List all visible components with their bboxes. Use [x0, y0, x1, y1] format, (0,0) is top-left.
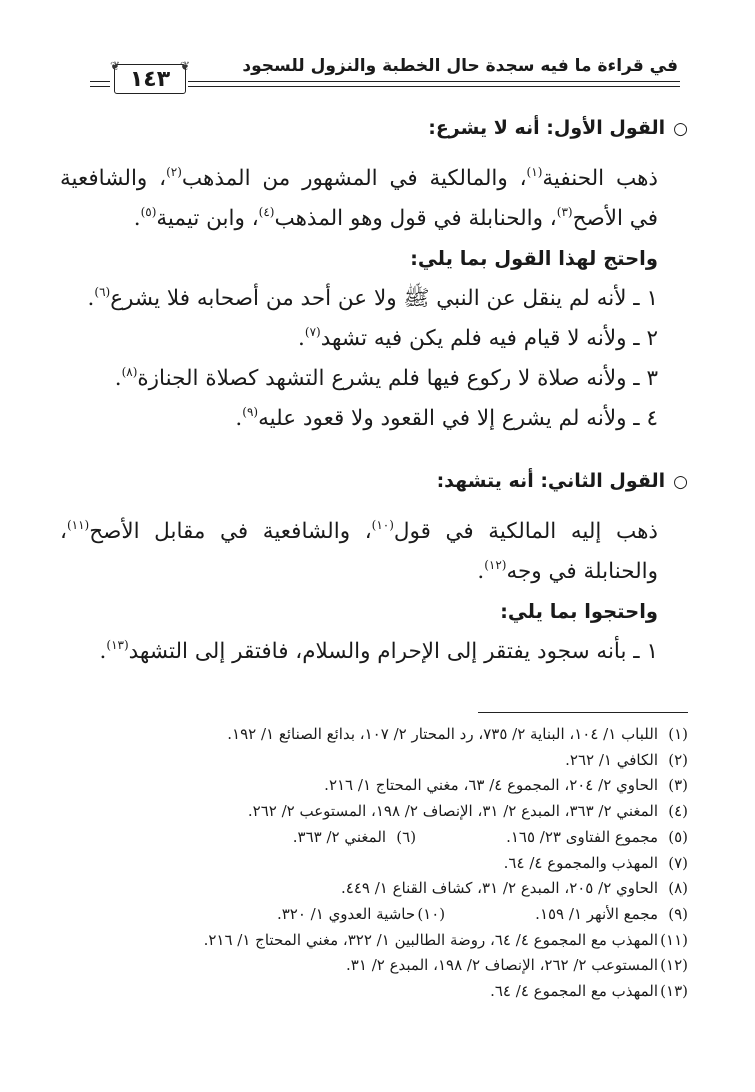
footnote-ref: (٢) — [166, 165, 182, 179]
circle-bullet-icon: ○ — [673, 472, 688, 492]
footnote-text: اللباب ١/ ١٠٤، البناية ٢/ ٧٣٥، رد المحتار ٢/ ١٠٧، بدائع الصنائع ١/ ١٩٢. — [227, 725, 658, 743]
text-run: ١ ـ لأنه لم ينقل عن النبي ﷺ ولا عن أحد من أصحابه فلا يشرع — [110, 286, 658, 311]
footnote-number: (٨) — [668, 879, 688, 898]
list-item — [60, 632, 688, 672]
footnote — [60, 722, 688, 748]
ornament-icon: ❦ — [109, 59, 121, 73]
footnote-text: الحاوي ٢/ ٢٠٤، المجموع ٤/ ٦٣، مغني المحتاج ١/ ٢١٦. — [324, 776, 658, 795]
header-rule — [90, 86, 110, 87]
footnote — [60, 851, 688, 877]
text-run: . — [99, 639, 107, 664]
footnote-number: (٢) — [668, 750, 688, 769]
footnote-ref: (١٣) — [106, 638, 129, 652]
text-run: . — [114, 366, 122, 391]
footnote-number: (٩) — [668, 904, 688, 923]
footnote — [60, 773, 688, 799]
text-run: ، والحنابلة في قول وهو المذهب — [274, 206, 557, 231]
paragraph — [60, 512, 688, 592]
text-run: ٣ ـ ولأنه صلاة لا ركوع فيها فلم يشرع التشهد كصلاة الجنازة — [137, 366, 658, 391]
footnote-ref: (٤) — [258, 205, 275, 219]
text-run: ، والشافعية في الأصح — [60, 166, 658, 231]
footnote — [60, 928, 688, 954]
header-rule — [188, 86, 680, 87]
footnote-number: (٧) — [668, 853, 688, 872]
footnote-text: المهذب مع المجموع ٤/ ٦٤. — [490, 982, 658, 1001]
footnote-text: مجمع الأنهر ١/ ١٥٩. — [535, 904, 658, 923]
running-title: في قراءة ما فيه سجدة حال الخطبة والنزول للسجود — [242, 56, 678, 76]
list-item — [60, 319, 688, 359]
text-run: . — [235, 406, 243, 431]
list-item — [60, 279, 688, 319]
footnote — [60, 825, 688, 851]
footnote — [60, 876, 688, 902]
footnote-text: مجموع الفتاوى ٢٣/ ١٦٥. — [506, 827, 658, 846]
paragraph — [60, 159, 688, 239]
footnote-ref: (٥) — [140, 205, 157, 219]
main-text — [60, 112, 688, 672]
footnote — [60, 979, 688, 1005]
page-number-frame — [109, 59, 191, 94]
footnote — [60, 748, 688, 774]
text-run: ذهب الحنفية — [542, 166, 658, 191]
footnote-text: المستوعب ٢/ ٢٦٢، الإنصاف ٢/ ١٩٨، المبدع ٢/ ٣١. — [346, 956, 658, 975]
evidence-heading: واحتج لهذا القول بما يلي: — [410, 247, 658, 270]
circle-bullet-icon: ○ — [673, 119, 688, 139]
header-rule — [188, 81, 680, 82]
header-rule — [90, 81, 110, 82]
text-run: ٤ ـ ولأنه لم يشرع إلا في القعود ولا قعود عليه — [258, 406, 658, 431]
list-item — [60, 399, 688, 439]
footnote-number: (١) — [668, 725, 688, 743]
text-run: . — [477, 559, 485, 584]
section-heading — [60, 465, 688, 498]
footnote — [60, 799, 688, 825]
footnote-ref: (٨) — [121, 365, 138, 379]
footnote-ref: (١) — [526, 165, 543, 179]
footnote-ref: (٣) — [556, 205, 573, 219]
footnote-number: (٣) — [668, 776, 688, 795]
footnote — [60, 953, 688, 979]
text-run: ٢ ـ ولأنه لا قيام فيه فلم يكن فيه تشهد — [320, 326, 658, 351]
footnote-number: (١٣) — [660, 982, 688, 1001]
footnote-text: الكافي ١/ ٢٦٢. — [565, 750, 658, 769]
page-header — [80, 56, 680, 100]
section-heading-text: القول الثاني: أنه يتشهد: — [436, 470, 666, 492]
text-run: ، والحنابلة في وجه — [60, 519, 658, 584]
footnote-ref: (٩) — [242, 405, 259, 419]
footnote-text: حاشية العدوي ١/ ٣٢٠. — [276, 904, 416, 923]
section-heading-text: القول الأول: أنه لا يشرع: — [428, 117, 666, 139]
footnote-number: (١٠) — [417, 904, 446, 923]
list-item — [60, 359, 688, 399]
footnote-number: (٥) — [668, 827, 688, 846]
page-number: ١٤٣ — [129, 66, 171, 92]
footnote-number: (٦) — [396, 827, 417, 846]
footnote — [60, 902, 688, 928]
footnote-ref: (٧) — [304, 325, 321, 339]
section-heading — [60, 112, 688, 145]
footnote-text: المهذب مع المجموع ٤/ ٦٤، روضة الطالبين ١/ ٣٢٢، مغني المحتاج ١/ ٢١٦. — [203, 930, 658, 949]
footnote-separator — [478, 712, 688, 713]
footnote-text: الحاوي ٢/ ٢٠٥، المبدع ٢/ ٣١، كشاف القناع ١/ ٤٤٩. — [341, 879, 658, 898]
text-run: . — [298, 326, 305, 351]
text-run: ، وابن تيمية — [156, 206, 259, 231]
text-run: ١ ـ بأنه سجود يفتقر إلى الإحرام والسلام، فافتقر إلى التشهد — [128, 639, 658, 664]
footnote-text: المغني ٢/ ٣٦٣. — [292, 827, 387, 846]
footnote-number: (١١) — [660, 930, 688, 949]
footnote-text: المغني ٢/ ٣٦٣، المبدع ٢/ ٣١، الإنصاف ٢/ ١٩٨، المستوعب ٢/ ٢٦٢. — [247, 802, 658, 821]
text-run: ، والمالكية في المشهور من المذهب — [181, 166, 527, 191]
footnote-ref: (٦) — [94, 285, 111, 299]
text-run: ، والشافعية في مقابل الأصح — [89, 519, 372, 544]
ornament-icon: ❦ — [179, 59, 191, 73]
footnote-number: (٤) — [668, 802, 688, 821]
footnotes — [60, 722, 688, 1005]
footnote-text: المهذب والمجموع ٤/ ٦٤. — [503, 853, 658, 872]
text-run: ذهب إليه المالكية في قول — [393, 519, 659, 544]
footnote-ref: (١٢) — [484, 558, 507, 572]
evidence-heading: واحتجوا بما يلي: — [500, 600, 658, 623]
footnote-ref: (١١) — [66, 518, 90, 532]
footnote-ref: (١٠) — [371, 518, 394, 532]
text-run: . — [87, 286, 95, 311]
footnote-number: (١٢) — [660, 956, 688, 975]
text-run: . — [133, 206, 141, 231]
